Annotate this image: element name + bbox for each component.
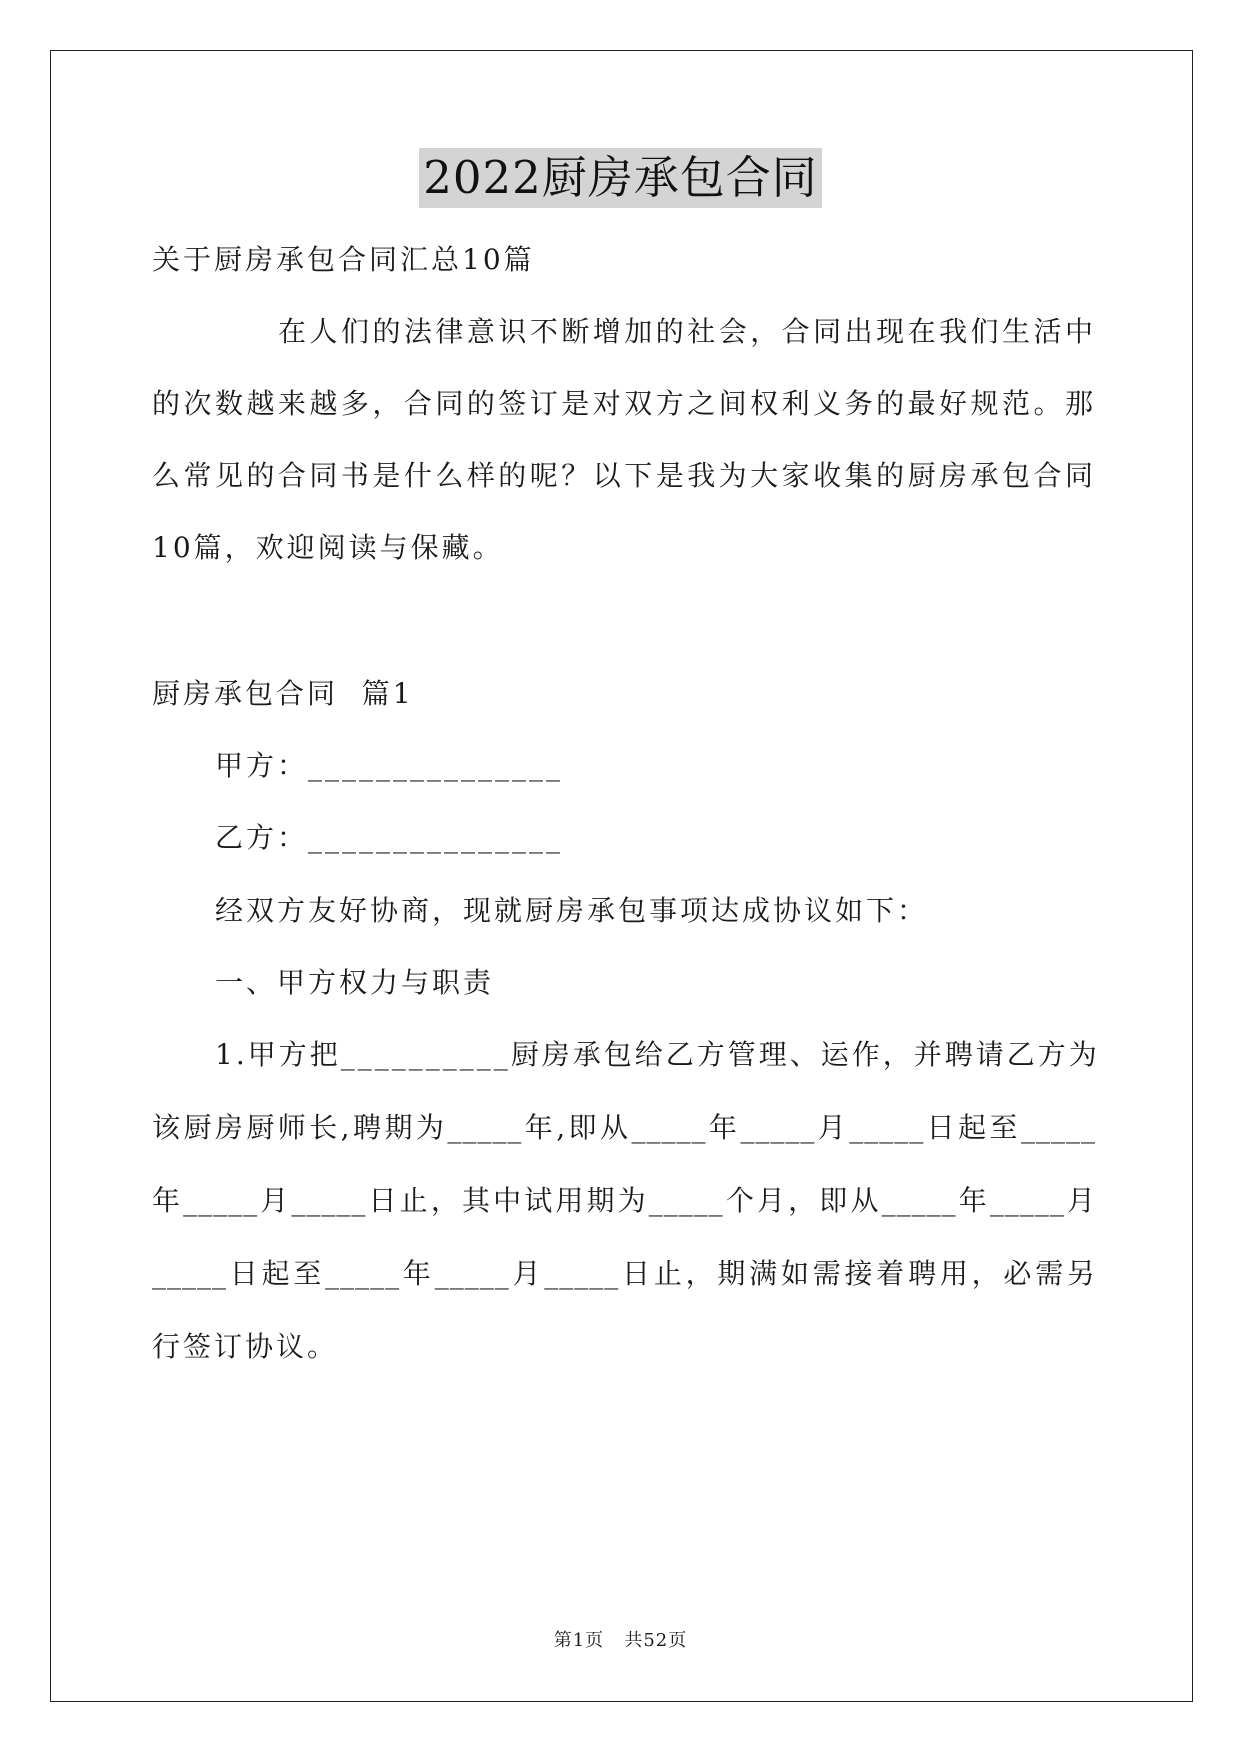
intro-line-2: 的次数越来越多，合同的签订是对双方之间权利义务的最好规范。那 bbox=[152, 387, 1096, 420]
document-title-wrap bbox=[0, 148, 1241, 208]
party-a-line: 甲方：_______________ bbox=[215, 749, 564, 782]
agreement-line: 经双方友好协商，现就厨房承包事项达成协议如下： bbox=[215, 894, 929, 927]
clause-1-line-1: 1.甲方把__________厨房承包给乙方管理、运作，并聘请乙方为 bbox=[215, 1038, 1100, 1071]
intro-line-1: 在人们的法律意识不断增加的社会，合同出现在我们生活中 bbox=[278, 315, 1096, 348]
section-heading: 厨房承包合同 篇1 bbox=[152, 677, 414, 710]
clause-1-line-5: 行签订协议。 bbox=[152, 1330, 339, 1363]
page-footer: 第1页 共52页 bbox=[553, 1630, 688, 1651]
clause-1-line-3: 年_____月_____日止，其中试用期为_____个月，即从_____年_____月 bbox=[152, 1184, 1096, 1217]
document-title: 2022厨房承包合同 bbox=[419, 148, 822, 208]
document-subtitle: 关于厨房承包合同汇总10篇 bbox=[152, 243, 535, 276]
intro-line-4: 10篇，欢迎阅读与保藏。 bbox=[152, 531, 504, 564]
page-border bbox=[50, 50, 1193, 1702]
clause-1-line-4: _____日起至_____年_____月_____日止，期满如需接着聘用，必需另 bbox=[152, 1257, 1096, 1290]
party-b-line: 乙方：_______________ bbox=[215, 821, 564, 854]
intro-line-3: 么常见的合同书是什么样的呢？以下是我为大家收集的厨房承包合同 bbox=[152, 459, 1096, 492]
clause-1-line-2: 该厨房厨师长,聘期为_____年,即从_____年_____月_____日起至_____ bbox=[152, 1111, 1096, 1144]
clause-heading: 一、甲方权力与职责 bbox=[215, 966, 495, 999]
